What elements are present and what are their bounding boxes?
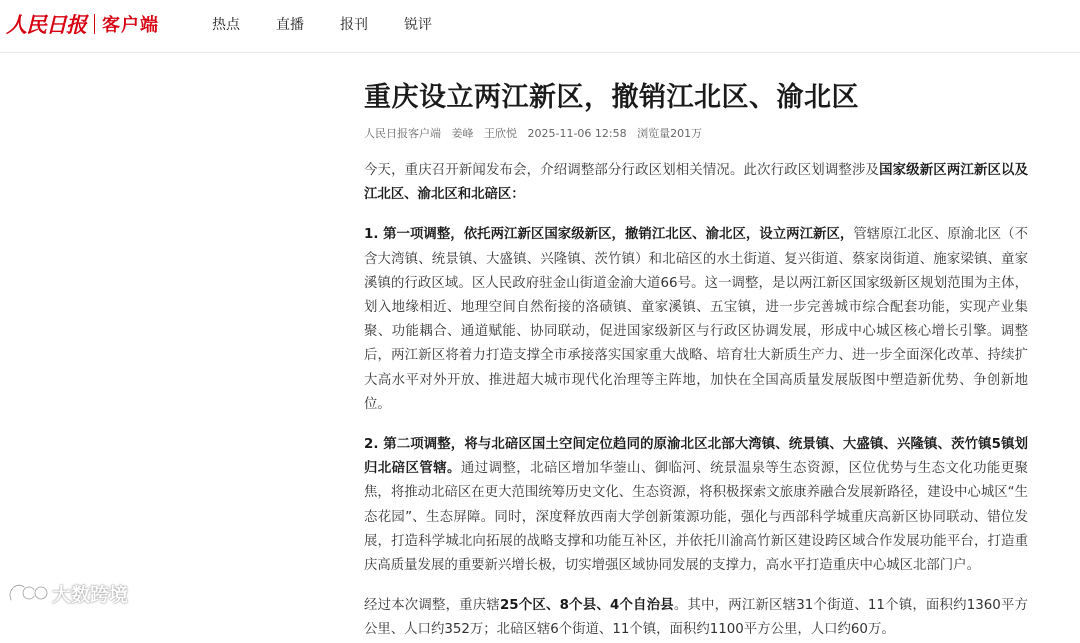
paragraph-text: 今天，重庆召开新闻发布会，介绍调整部分行政区划相关情况。此次行政区划调整涉及 bbox=[364, 163, 880, 178]
nav-item-newspaper[interactable]: 报刊 bbox=[340, 17, 368, 33]
nav-item-live[interactable]: 直播 bbox=[276, 17, 304, 33]
paragraph-text: 通过调整，北碚区增加华蓥山、御临河、统景温泉等生态资源，区位优势与生态文化功能更聚焦，将推动北碚区在更大范围统筹历史文化、生态资源，将积极探索文旅康养融合发展新路径，建设中心城区“生态花园”、生态屏障。同时，深度释放西南大学创新策源功能，强化与西部科学城重庆高新区协同联动、错位发展，打造科学城北向拓展的战略支撑和功能互补区，并依托川渝高竹新区建设跨区域合作发展功能平台，打造重庆高质量发展的重要新兴增长极，切实增强区域协同发展的支撑力，高水平打造重庆中心城区北部门户。 bbox=[364, 461, 1029, 574]
paragraph-emphasis: 25个区、8个县、4个自治县 bbox=[499, 598, 674, 614]
main-nav bbox=[212, 15, 468, 35]
logo-divider bbox=[94, 14, 95, 34]
meta-author: 王欣悦 bbox=[484, 127, 517, 140]
article-title: 重庆设立两江新区，撤销江北区、渝北区 bbox=[364, 82, 859, 113]
article-paragraph bbox=[364, 159, 1028, 207]
meta-datetime: 2025-11-06 12:58 bbox=[527, 127, 627, 140]
article-paragraph bbox=[364, 223, 1028, 417]
nav-item-hot[interactable]: 热点 bbox=[212, 17, 240, 33]
site-logo[interactable] bbox=[6, 9, 159, 39]
paragraph-text: 。其中，两江新区辖31个街道、11个镇，面积约1360平方公里、人口约352万；北碚区辖6个街道、11个镇，面积约1100平方公里，人口约60万。 bbox=[364, 598, 1028, 638]
logo-subtitle: 客户端 bbox=[102, 15, 159, 36]
meta-source: 人民日报客户端 bbox=[364, 127, 441, 140]
watermark-text: 大数跨境 bbox=[52, 584, 129, 606]
paragraph-text: 经过本次调整，重庆辖 bbox=[364, 598, 500, 614]
article-paragraph bbox=[364, 433, 1028, 578]
article bbox=[364, 80, 1028, 643]
article-meta bbox=[364, 126, 1028, 142]
article-paragraph bbox=[364, 594, 1028, 642]
meta-author: 姜峰 bbox=[451, 127, 474, 140]
meta-views: 浏览量201万 bbox=[637, 127, 703, 140]
top-bar bbox=[0, 0, 1080, 53]
brand-logo-icon bbox=[6, 582, 50, 606]
nav-item-commentary[interactable]: 锐评 bbox=[404, 17, 432, 33]
paragraph-emphasis: 1. 第一项调整，依托两江新区国家级新区，撤销江北区、渝北区，设立两江新区， bbox=[364, 227, 854, 243]
paragraph-emphasis: 2. 第二项调整，将与北碚区国土空间定位趋同的原渝北区北部大湾镇、统景镇、大盛镇、兴隆镇、茨竹镇5镇划归北碚区管辖。 bbox=[364, 437, 1028, 477]
watermark bbox=[6, 580, 128, 607]
paragraph-text: 管辖原江北区、原渝北区（不含大湾镇、统景镇、大盛镇、兴隆镇、茨竹镇）和北碚区的水土街道、复兴街道、蔡家岗街道、施家梁镇、童家溪镇的行政区域。区人民政府驻金山街道金渝大道66号。这一调整，是以两江新区国家级新区规划范围为主体，划入地缘相近、地理空间自然衔接的洛碛镇、童家溪镇、五宝镇，进一步完善城市综合配套功能，实现产业集聚、功能耦合、通道赋能、协同联动，促进国家级新区与行政区协调发展，形成中心城区核心增长引擎。调整后，两江新区将着力打造支撑全市承接落实国家重大战略、培育壮大新质生产力、进一步全面深化改革、持续扩大高水平对外开放、推进超大城市现代化治理等主阵地，加快在全国高质量发展版图中塑造新优势、争创新地位。 bbox=[364, 227, 1028, 412]
paragraph-emphasis: 国家级新区两江新区以及江北区、渝北区和北碚区： bbox=[364, 163, 1028, 203]
logo-name: 人民日报 bbox=[6, 12, 86, 37]
